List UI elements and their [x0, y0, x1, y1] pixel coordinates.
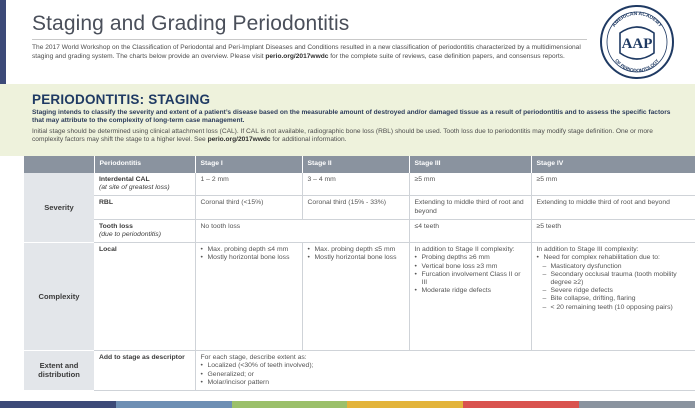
- list-item: • Molar/incisor pattern: [201, 379, 691, 387]
- extent-descriptor: [195, 351, 695, 391]
- staging-definition: Staging intends to classify the severity and extent of a patient’s disease based on the measurable amount of destroyed and/or damaged tissue as a result of periodontitis and to assess the specific factors that may attribute to the complexity of long-term case management.: [32, 109, 671, 125]
- color-bar-segment: [232, 401, 348, 408]
- list-item: – Bite collapse, drifting, flaring: [537, 295, 691, 303]
- table-row: [24, 351, 695, 391]
- list-item: • Max. probing depth ≤5 mm: [308, 246, 404, 254]
- staging-note-end: for additional information.: [270, 136, 347, 144]
- complexity-stage-1: [195, 243, 302, 351]
- severity-label: Severity: [24, 173, 94, 243]
- header-stage-4: Stage IV: [531, 156, 695, 173]
- cal-label-text: Interdental CAL: [99, 176, 150, 183]
- page-title: Staging and Grading Periodontitis: [32, 12, 350, 35]
- page-header: [0, 0, 695, 84]
- complexity-stage-4: [531, 243, 695, 351]
- table-row: [24, 196, 695, 219]
- complexity-stage-4-lead: In addition to Stage III complexity:: [536, 246, 639, 254]
- list-item: • Need for complex rehabilitation due to:: [537, 254, 691, 262]
- list-item: – Severe ridge defects: [537, 287, 691, 295]
- tooth-loss-stage-4: ≥5 teeth: [531, 219, 695, 242]
- complexity-label: Complexity: [24, 243, 94, 351]
- list-item: • Generalized; or: [201, 371, 691, 379]
- intro-link[interactable]: perio.org/2017wwdc: [265, 52, 329, 60]
- tooth-loss-label-text: Tooth loss: [99, 222, 133, 230]
- list-item: • Probing depths ≥6 mm: [415, 254, 526, 262]
- staging-heading: PERIODONTITIS: STAGING: [32, 92, 211, 107]
- staging-note-text: Initial stage should be determined using clinical attachment loss (CAL). If CAL is not available, radiographic bone loss (RBL) should be used. Tooth loss due to periodontitis may modify stage definition. One or more complexity factors may shift the stage to a higher level. See: [32, 128, 653, 144]
- list-item: • Mostly horizontal bone loss: [308, 254, 404, 262]
- complexity-stage-4-list: [537, 254, 691, 311]
- accent-bar: [0, 0, 6, 84]
- tooth-loss-stage-3: ≤4 teeth: [409, 219, 531, 242]
- complexity-stage-3: [409, 243, 531, 351]
- list-item: • Mostly horizontal bone loss: [201, 254, 297, 262]
- staging-note: [32, 128, 682, 144]
- complexity-stage-3-lead: In addition to Stage II complexity:: [414, 246, 515, 254]
- table-row: [24, 173, 695, 196]
- tooth-loss-stage-1-2: No tooth loss: [195, 219, 409, 242]
- list-item: – < 20 remaining teeth (10 opposing pairs): [537, 304, 691, 312]
- color-bar-segment: [347, 401, 463, 408]
- rbl-stage-4: Extending to middle third of root and beyond: [531, 196, 695, 219]
- staging-table: [24, 156, 695, 391]
- color-bar-segment: [463, 401, 579, 408]
- local-label: Local: [94, 243, 195, 351]
- complexity-stage-2-list: [308, 246, 404, 262]
- color-bar-segment: [116, 401, 232, 408]
- rbl-stage-2: Coronal third (15% - 33%): [302, 196, 409, 219]
- table-row: [24, 219, 695, 242]
- cal-stage-4: ≥5 mm: [531, 173, 695, 196]
- intro-paragraph: [32, 44, 582, 61]
- rbl-stage-3: Extending to middle third of root and beyond: [409, 196, 531, 219]
- color-bar-segment: [579, 401, 695, 408]
- aap-logo-icon: [598, 3, 676, 81]
- header-stage-1: Stage I: [195, 156, 302, 173]
- logo-text-bottom: OF PERIODONTOLOGY: [614, 58, 660, 74]
- extent-label: Extent and distribution: [24, 351, 94, 391]
- cal-stage-3: ≥5 mm: [409, 173, 531, 196]
- rbl-stage-1: Coronal third (<15%): [195, 196, 302, 219]
- extent-sub-label: Add to stage as descriptor: [94, 351, 195, 391]
- cal-label-sub: (at site of greatest loss): [99, 184, 170, 192]
- header-stage-2: Stage II: [302, 156, 409, 173]
- tooth-loss-label: [94, 219, 195, 242]
- list-item: • Max. probing depth ≤4 mm: [201, 246, 297, 254]
- tooth-loss-label-sub: (due to periodontitis): [99, 231, 161, 239]
- complexity-stage-1-list: [201, 246, 297, 262]
- staging-note-link[interactable]: perio.org/2017wwdc: [207, 136, 271, 144]
- list-item: – Secondary occlusal trauma (tooth mobility degree ≥2): [537, 271, 691, 287]
- list-item: – Masticatory dysfunction: [537, 263, 691, 271]
- extent-lead: For each stage, describe extent as:: [200, 354, 307, 362]
- list-item: • Furcation involvement Class II or III: [415, 271, 526, 287]
- list-item: • Vertical bone loss ≥3 mm: [415, 263, 526, 271]
- list-item: • Moderate ridge defects: [415, 287, 526, 295]
- title-divider: [32, 39, 587, 40]
- complexity-stage-3-list: [415, 254, 526, 295]
- list-item: • Localized (<30% of teeth involved);: [201, 362, 691, 370]
- cal-label: [94, 173, 195, 196]
- color-bar-segment: [0, 401, 116, 408]
- rbl-label: RBL: [94, 196, 195, 219]
- table-header-row: [24, 156, 695, 173]
- extent-list: [201, 362, 691, 387]
- intro-text-end: for the complete suite of reviews, case definition papers, and consensus reports.: [328, 52, 565, 60]
- bottom-color-bar: [0, 401, 695, 408]
- intro-text: The 2017 World Workshop on the Classification of Periodontal and Peri-Implant Diseases and Conditions resulted in a new classification of periodontitis characterized by a multidimensional staging and grading system. The charts below provide an overview. Please visit: [32, 44, 581, 60]
- header-blank: [24, 156, 94, 173]
- cal-stage-1: 1 – 2 mm: [195, 173, 302, 196]
- cal-stage-2: 3 – 4 mm: [302, 173, 409, 196]
- header-stage-3: Stage III: [409, 156, 531, 173]
- table-row: [24, 243, 695, 351]
- logo-text-top: AMERICAN ACADEMY: [611, 10, 663, 29]
- header-periodontitis: Periodontitis: [94, 156, 195, 173]
- complexity-stage-2: [302, 243, 409, 351]
- logo-monogram: AAP: [621, 36, 653, 52]
